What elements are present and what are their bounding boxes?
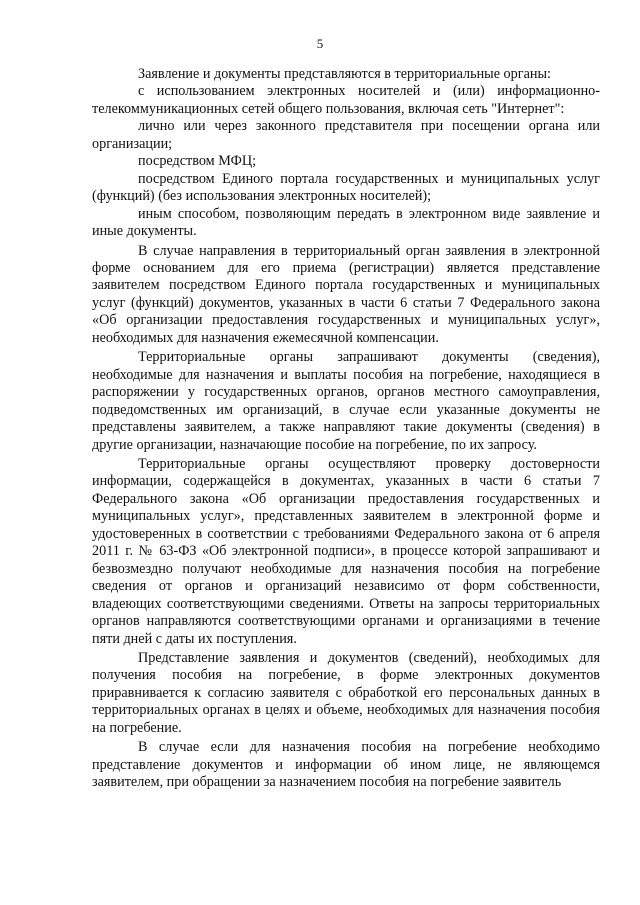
document-body	[92, 66, 600, 792]
page-number: 5	[316, 36, 324, 51]
paragraph: Территориальные органы осуществляют проверку достоверности информации, содержащейся в документах, указанных в части 6 статьи 7 Федерального закона «Об организации предоставления государственных и муниципальных услуг», представленных заявителем в электронной форме и удостоверенных в соответствии с требованиями Федерального закона от 6 апреля 2011 г. № 63-ФЗ «Об электронной подписи», в процессе которой запрашивают и безвозмездно получают необходимые для назначения пособия на погребение сведения от органов и организаций независимо от форм собственности, владеющих соответствующими сведениями. Ответы на запросы территориальных органов направляются соответствующими органами и организациями в течение пяти дней с даты их поступления.	[92, 455, 600, 647]
paragraph: Представление заявления и документов (сведений), необходимых для получения пособия на погребение, в форме электронных документов приравнивается к согласию заявителя с обработкой его персональных данных в территориальных органах в целях и объеме, необходимых для назначения пособия на погребение.	[92, 649, 600, 736]
paragraph: Заявление и документы представляются в территориальные органы:	[138, 66, 551, 82]
paragraph: с использованием электронных носителей и (или) информационно-телекоммуникационных сетей общего пользования, включая сеть "Интернет":	[92, 83, 600, 117]
paragraph: В случае направления в территориальный орган заявления в электронной форме основанием для его приема (регистрации) является представление заявителем посредством Единого портала государственных и муниципальных услуг (функций) документов, указанных в части 6 статьи 7 Федерального закона «Об организации предоставления государственных и муниципальных услуг», необходимых для назначения ежемесячной компенсации.	[92, 242, 600, 346]
paragraph: Территориальные органы запрашивают документы (сведения), необходимые для назначения и выплаты пособия на погребение, находящиеся в распоряжении у государственных органов, органов местного самоуправления, подведомственных им организаций, в случае если указанные документы не представлены заявителем, а также направляют такие документы (сведения) в другие организации, назначающие пособие на погребение, по их запросу.	[92, 349, 600, 453]
paragraph: лично или через законного представителя при посещении органа или организации;	[92, 118, 600, 152]
paragraph: иным способом, позволяющим передать в электронном виде заявление и иные документы.	[92, 205, 600, 240]
paragraph: посредством Единого портала государственных и муниципальных услуг (функций) (без использования электронных носителей);	[92, 170, 600, 205]
paragraph: В случае если для назначения пособия на погребение необходимо представление документов и информации об ином лице, не являющемся заявителем, при обращении за назначением пособия на погребение заявитель	[92, 739, 600, 791]
paragraph: посредством МФЦ;	[138, 153, 257, 170]
